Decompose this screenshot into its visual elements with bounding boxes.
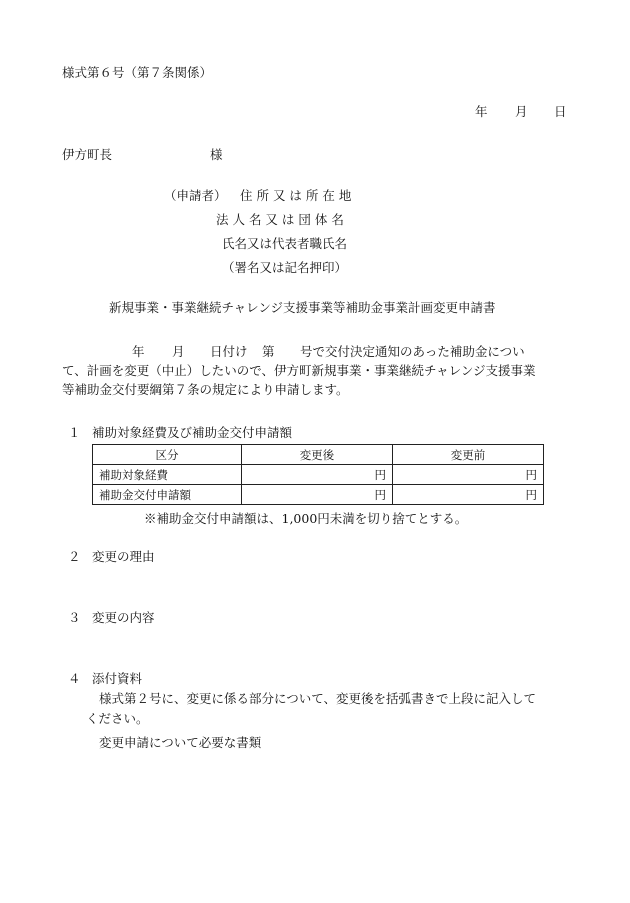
table-row (93, 465, 544, 485)
table-cell-after: 円 (241, 485, 392, 505)
honorific: 様 (210, 147, 223, 162)
body-blank-month: 月 (172, 344, 185, 359)
table-cell-label: 補助対象経費 (93, 465, 242, 485)
date-day: 日 (554, 104, 567, 119)
table-cell-before: 円 (392, 465, 543, 485)
section-3-number: ３ (68, 610, 81, 625)
applicant-rep-name-label: 氏名又は代表者職氏名 (222, 236, 348, 251)
table-header-before: 変更前 (392, 445, 543, 465)
attachment-item-1-line1: 様式第２号に、変更に係る部分について、変更後を括弧書きで上段に記入して (99, 691, 537, 706)
table-cell-label: 補助金交付申請額 (93, 485, 242, 505)
table-cell-after: 円 (241, 465, 392, 485)
date-year: 年 (475, 104, 488, 119)
section-3-title: 変更の内容 (92, 610, 155, 625)
applicant-address-label: 住 所 又 は 所 在 地 (240, 188, 352, 203)
applicant-role: （申請者） (164, 188, 227, 203)
section-4-number: ４ (68, 671, 81, 686)
attachment-item-1-line2: ください。 (86, 711, 149, 726)
body-blank-year: 年 (132, 344, 145, 359)
table-header-category: 区分 (93, 445, 242, 465)
applicant-signature-note: （署名又は記名押印） (222, 260, 348, 275)
attachment-item-2: 変更申請について必要な書類 (99, 735, 262, 750)
section-4-title: 添付資料 (92, 671, 143, 686)
applicant-corp-name-label: 法 人 名 又 は 団 体 名 (216, 212, 344, 227)
table-cell-before: 円 (392, 485, 543, 505)
date-month: 月 (515, 104, 528, 119)
addressee: 伊方町長 (62, 147, 113, 162)
body-line2: て、計画を変更（中止）したいので、伊方町新規事業・事業継続チャレンジ支援事業 (62, 363, 536, 378)
body-line3: 等補助金交付要綱第７条の規定により申請します。 (62, 382, 349, 397)
body-blank-dated: 日付け (210, 344, 248, 359)
table-header-row (93, 445, 544, 465)
section-2-title: 変更の理由 (92, 549, 155, 564)
section-1-title: 補助対象経費及び補助金交付申請額 (92, 425, 293, 440)
body-line1-rest: 号で交付決定通知のあった補助金につい (300, 344, 525, 359)
section-2-number: ２ (68, 549, 81, 564)
section-1-number: １ (68, 425, 81, 440)
form-number-label: 様式第６号（第７条関係） (62, 65, 213, 80)
body-blank-dai: 第 (262, 344, 275, 359)
amount-table (92, 444, 544, 505)
table-header-after: 変更後 (241, 445, 392, 465)
table-row (93, 485, 544, 505)
document-title: 新規事業・事業継続チャレンジ支援事業等補助金事業計画変更申請書 (109, 300, 496, 315)
table-note: ※補助金交付申請額は、1,000円未満を切り捨てとする。 (144, 511, 468, 526)
